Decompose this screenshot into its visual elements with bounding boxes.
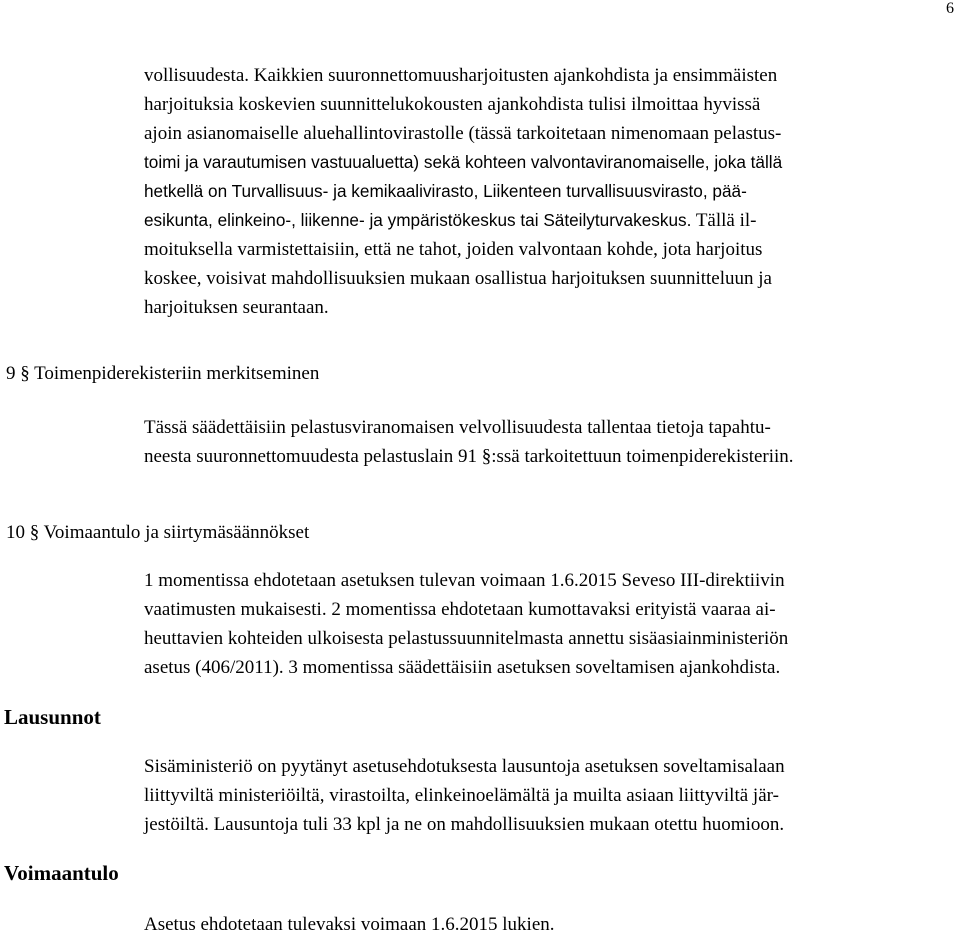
intro-line: hetkellä on Turvallisuus- ja kemikaalivirasto, Liikenteen turvallisuusvirasto, pää- — [144, 181, 747, 201]
section-10-line: asetus (406/2011). 3 momentissa säädettäisiin asetuksen soveltamisen ajankohdista. — [144, 657, 781, 678]
section-10-line: 1 momentissa ehdotetaan asetuksen tulevan voimaan 1.6.2015 Seveso III-direktiivin — [144, 570, 785, 591]
intro-line: ajoin asianomaiselle aluehallintovirastolle (tässä tarkoitetaan nimenomaan pelastus- — [144, 123, 782, 144]
intro-line-part: esikunta, elinkeino-, liikenne- ja ympäristökeskus tai Säteilyturvakeskus. — [144, 210, 692, 230]
section-10-line: vaatimusten mukaisesti. 2 momentissa ehdotetaan kumottavaksi erityistä vaaraa ai- — [144, 599, 776, 620]
voimaantulo-paragraph — [144, 910, 944, 939]
intro-line-part: Tällä il- — [695, 210, 757, 231]
lausunnot-line: liittyviltä ministeriöiltä, virastoilta, elinkeinoelämältä ja muilta asiaan liittyviltä jär- — [144, 785, 779, 806]
intro-line: harjoituksia koskevien suunnittelukokousten ajankohdista tulisi ilmoittaa hyvissä — [144, 94, 761, 115]
intro-line: koskee, voisivat mahdollisuuksien mukaan osallistua harjoituksen suunnitteluun ja — [144, 268, 772, 289]
section-9-heading: 9 § Toimenpiderekisteriin merkitseminen — [6, 363, 320, 384]
lausunnot-heading: Lausunnot — [4, 705, 101, 729]
intro-line: moituksella varmistettaisiin, että ne tahot, joiden valvontaan kohde, jota harjoitus — [144, 239, 763, 260]
section-9-paragraph — [144, 413, 944, 471]
intro-line — [144, 206, 944, 235]
section-9-line: Tässä säädettäisiin pelastusviranomaisen velvollisuudesta tallentaa tietoja tapahtu- — [144, 417, 771, 438]
intro-line: vollisuudesta. Kaikkien suuronnettomuusharjoitusten ajankohdista ja ensimmäisten — [144, 65, 778, 86]
page-number: 6 — [946, 0, 954, 17]
section-10-line: heuttavien kohteiden ulkoisesta pelastussuunnitelmasta annettu sisäasiainministeriön — [144, 628, 789, 649]
section-10-heading: 10 § Voimaantulo ja siirtymäsäännökset — [6, 522, 310, 543]
intro-paragraph — [144, 61, 944, 322]
section-10-paragraph — [144, 566, 944, 682]
lausunnot-line: Sisäministeriö on pyytänyt asetusehdotuksesta lausuntoja asetuksen soveltamisalaan — [144, 756, 785, 777]
intro-line: harjoituksen seurantaan. — [144, 297, 329, 318]
intro-line: toimi ja varautumisen vastuualuetta) sekä kohteen valvontaviranomaiselle, joka tällä — [144, 152, 783, 172]
section-9-line: neesta suuronnettomuudesta pelastuslain 91 §:ssä tarkoitettuun toimenpiderekisteriin. — [144, 446, 794, 467]
lausunnot-line: jestöiltä. Lausuntoja tuli 33 kpl ja ne on mahdollisuuksien mukaan otettu huomioon. — [144, 814, 785, 835]
voimaantulo-line: Asetus ehdotetaan tulevaksi voimaan 1.6.2015 lukien. — [144, 914, 555, 935]
lausunnot-paragraph — [144, 752, 944, 839]
voimaantulo-heading: Voimaantulo — [4, 861, 119, 885]
